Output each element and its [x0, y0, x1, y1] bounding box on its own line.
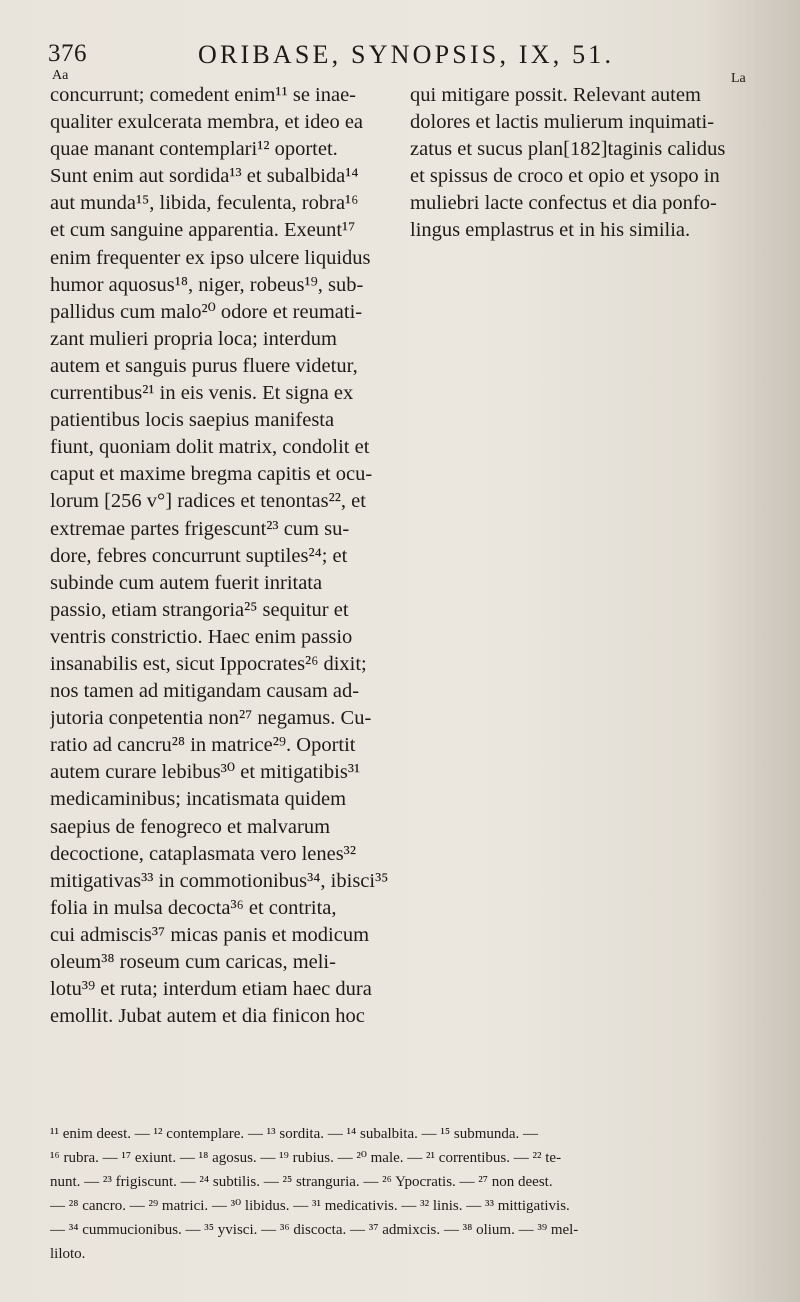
text-line: cui admiscis³⁷ micas panis et modicum	[50, 923, 370, 946]
manuscript-siglum-right: La	[731, 71, 746, 86]
text-line: enim frequenter ex ipso ulcere liquidus	[50, 246, 371, 269]
text-line: folia in mulsa decocta³⁶ et contrita,	[50, 896, 337, 919]
text-line: oleum³⁸ roseum cum caricas, meli-	[50, 951, 336, 973]
text-line: muliebri lacte confectus et dia ponfo-	[410, 192, 717, 215]
text-line: autem curare lebibus³⁰ et mitigatibis³¹	[50, 761, 361, 784]
text-line: qui mitigare possit. Relevant autem	[410, 84, 701, 106]
text-line: passio, etiam strangoria²⁵ sequitur et	[50, 598, 349, 621]
footnote-line: ¹⁶ rubra. — ¹⁷ exiunt. — ¹⁸ agosus. — ¹⁹ rubius. — ²⁰ male. — ²¹ correntibus. — ²² te-	[50, 1150, 562, 1166]
running-title: ORIBASE, SYNOPSIS, IX, 51.	[198, 40, 615, 69]
show-through-text	[410, 255, 780, 1075]
text-line: patientibus locis saepius manifesta	[50, 409, 335, 432]
footnote-line: ¹¹ enim deest. — ¹² contemplare. — ¹³ sordita. — ¹⁴ subalbita. — ¹⁵ submunda. —	[50, 1126, 539, 1142]
text-line: caput et maxime bregma capitis et ocu-	[50, 463, 373, 486]
text-line: ventris constrictio. Haec enim passio	[50, 625, 353, 648]
text-line: dolores et lactis mulierum inquimati-	[410, 111, 715, 134]
text-line: subinde cum autem fuerit inritata	[50, 571, 323, 594]
text-line: quae manant contemplari¹² oportet.	[50, 138, 338, 161]
text-line: et spissus de croco et opio et ysopo in	[410, 165, 720, 188]
text-line: qualiter exulcerata membra, et ideo ea	[50, 111, 364, 134]
text-line: decoctione, cataplasmata vero lenes³²	[50, 842, 356, 865]
text-line: medicaminibus; incatismata quidem	[50, 788, 347, 811]
text-line: lotu³⁹ et ruta; interdum etiam haec dura	[50, 978, 372, 1001]
text-line: fiunt, quoniam dolit matrix, condolit et	[50, 436, 370, 459]
text-line: dore, febres concurrunt suptiles²⁴; et	[50, 544, 348, 567]
text-line: et cum sanguine apparentia. Exeunt¹⁷	[50, 219, 356, 242]
footnote-line: liloto.	[50, 1246, 86, 1262]
page-number: 376	[48, 40, 87, 67]
footnote-line: — ³⁴ cummucionibus. — ³⁵ yvisci. — ³⁶ discocta. — ³⁷ admixcis. — ³⁸ olium. — ³⁹ mel-	[50, 1222, 579, 1238]
footnote-line: — ²⁸ cancro. — ²⁹ matrici. — ³⁰ libidus. — ³¹ medicativis. — ³² linis. — ³³ mittigativis.	[50, 1198, 570, 1214]
text-line: nos tamen ad mitigandam causam ad-	[50, 680, 360, 703]
text-line: insanabilis est, sicut Ippocrates²⁶ dixit;	[50, 652, 367, 675]
right-column	[410, 82, 755, 245]
left-column	[50, 82, 390, 1030]
text-line: jutoria conpetentia non²⁷ negamus. Cu-	[50, 707, 372, 730]
text-line: humor aquosus¹⁸, niger, robeus¹⁹, sub-	[50, 273, 364, 296]
text-line: extremae partes frigescunt²³ cum su-	[50, 517, 350, 540]
text-line: saepius de fenogreco et malvarum	[50, 815, 331, 838]
text-line: zatus et sucus plan[182]taginis calidus	[410, 138, 726, 161]
text-line: mitigativas³³ in commotionibus³⁴, ibisci³⁵	[50, 869, 389, 892]
text-line: ratio ad cancru²⁸ in matrice²⁹. Oportit	[50, 734, 356, 757]
footnote-line: nunt. — ²³ frigiscunt. — ²⁴ subtilis. — ²⁵ stranguria. — ²⁶ Ypocratis. — ²⁷ non deest.	[50, 1174, 553, 1190]
text-line: concurrunt; comedent enim¹¹ se inae-	[50, 84, 357, 106]
text-line: autem et sanguis purus fluere videtur,	[50, 354, 358, 377]
text-line: Sunt enim aut sordida¹³ et subalbida¹⁴	[50, 165, 359, 188]
manuscript-siglum-left: Aa	[52, 68, 69, 83]
text-line: zant mulieri propria loca; interdum	[50, 327, 337, 350]
text-line: currentibus²¹ in eis venis. Et signa ex	[50, 382, 354, 405]
text-line: lingus emplastrus et in his similia.	[410, 219, 691, 242]
text-line: lorum [256 v°] radices et tenontas²², et	[50, 490, 366, 513]
text-line: aut munda¹⁵, libida, feculenta, robra¹⁶	[50, 192, 359, 215]
text-line: pallidus cum malo²⁰ odore et reumati-	[50, 300, 363, 323]
running-header	[48, 36, 758, 70]
text-line: emollit. Jubat autem et dia finicon hoc	[50, 1005, 365, 1028]
footnotes	[50, 1122, 755, 1266]
